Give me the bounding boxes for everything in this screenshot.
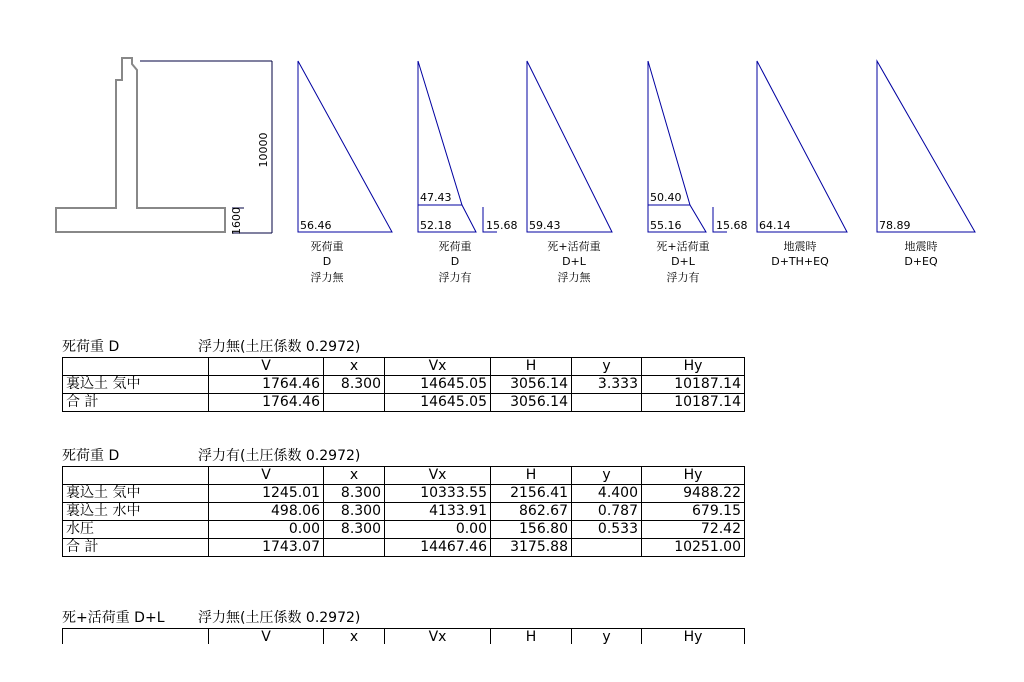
cell-hy: 10251.00 (642, 539, 745, 557)
plot-caption-line-3: 浮力有 (666, 271, 700, 284)
cell-vx: 4133.91 (385, 503, 491, 521)
section-title (62, 337, 745, 357)
cell-v: 498.06 (209, 503, 324, 521)
table-header-row (63, 358, 745, 376)
pressure-triangle (527, 61, 612, 232)
pressure-mid-label: 47.43 (420, 191, 452, 204)
pressure-triangle (298, 61, 392, 232)
plot-caption-line-1: 地震時 (904, 240, 938, 253)
column-header: y (572, 467, 642, 485)
plot-caption-line-3: 浮力無 (557, 271, 591, 284)
cell-y: 0.533 (572, 521, 642, 539)
cell-x: 8.300 (324, 503, 385, 521)
cell-v: 0.00 (209, 521, 324, 539)
column-header: H (491, 467, 572, 485)
cell-x: 8.300 (324, 376, 385, 394)
section-case: 死荷重 D (62, 339, 120, 355)
table-row (63, 376, 745, 394)
row-label: 裏込土 気中 (63, 485, 209, 503)
plot-caption-line-2: D (450, 255, 460, 268)
cell-hy: 679.15 (642, 503, 745, 521)
pressure-plot-4 (648, 61, 748, 284)
pressure-bottom-label: 55.16 (650, 219, 682, 232)
water-pressure-label: 15.68 (486, 219, 518, 232)
pressure-bottom-label: 56.46 (300, 219, 332, 232)
column-header: Vx (385, 467, 491, 485)
cell-v: 1743.07 (209, 539, 324, 557)
cell-vx: 14645.05 (385, 376, 491, 394)
column-header: Hy (642, 358, 745, 376)
cell-y (572, 539, 642, 557)
table-cutoff-wrapper (62, 628, 745, 644)
pressure-bottom-label: 64.14 (759, 219, 791, 232)
cell-y (572, 394, 642, 412)
cell-y: 3.333 (572, 376, 642, 394)
cell-hy: 10187.14 (642, 394, 745, 412)
plot-caption-line-2: D (322, 255, 332, 268)
row-label: 水圧 (63, 521, 209, 539)
cell-x (324, 394, 385, 412)
plot-caption-line-1: 地震時 (783, 240, 817, 253)
table-row (63, 503, 745, 521)
pressure-plot-5 (757, 61, 847, 268)
plot-caption-line-1: 死荷重 (438, 240, 472, 253)
table-row (63, 485, 745, 503)
cell-vx: 0.00 (385, 521, 491, 539)
water-pressure-label: 15.68 (716, 219, 748, 232)
plot-caption-line-1: 死+活荷重 (656, 240, 710, 253)
cell-hy: 72.42 (642, 521, 745, 539)
column-header: Hy (642, 629, 745, 645)
row-label: 裏込土 気中 (63, 376, 209, 394)
cell-v: 1764.46 (209, 376, 324, 394)
column-header: Vx (385, 629, 491, 645)
column-header: V (209, 358, 324, 376)
table-row (63, 521, 745, 539)
cell-vx: 14467.46 (385, 539, 491, 557)
cell-x (324, 539, 385, 557)
cell-v: 1764.46 (209, 394, 324, 412)
cell-vx: 14645.05 (385, 394, 491, 412)
section-case: 死荷重 D (62, 448, 120, 464)
load-table (62, 357, 745, 412)
load-table (62, 628, 745, 644)
plot-caption-line-3: 浮力無 (310, 271, 344, 284)
load-case-section-3 (62, 608, 745, 644)
cell-vx: 10333.55 (385, 485, 491, 503)
pressure-plot-2 (418, 61, 518, 284)
column-header: Hy (642, 467, 745, 485)
row-label: 合 計 (63, 539, 209, 557)
pressure-plot-1 (298, 61, 392, 284)
pressure-bottom-label: 59.43 (529, 219, 561, 232)
dim-height-label: 10000 (257, 132, 270, 168)
column-header: x (324, 467, 385, 485)
column-header: x (324, 358, 385, 376)
pressure-plot-6 (877, 61, 975, 268)
column-header: y (572, 358, 642, 376)
table-total-row (63, 539, 745, 557)
plot-caption-line-3: 浮力有 (438, 271, 472, 284)
pressure-triangle (648, 61, 706, 232)
section-condition: 浮力無(土圧係数 0.2972) (198, 610, 361, 626)
load-table (62, 466, 745, 557)
header-blank-cell (63, 629, 209, 645)
plot-caption-line-2: D+L (671, 255, 695, 268)
header-blank-cell (63, 467, 209, 485)
section-condition: 浮力有(土圧係数 0.2972) (198, 448, 361, 464)
pressure-mid-label: 50.40 (650, 191, 682, 204)
load-case-section-2 (62, 446, 745, 557)
column-header: V (209, 467, 324, 485)
row-label: 合 計 (63, 394, 209, 412)
pressure-bottom-label: 78.89 (879, 219, 911, 232)
cell-x: 8.300 (324, 521, 385, 539)
section-title (62, 608, 745, 628)
pressure-triangle (418, 61, 476, 232)
pressure-bottom-label: 52.18 (420, 219, 452, 232)
plot-caption-line-2: D+TH+EQ (771, 255, 829, 268)
pressure-plot-3 (527, 61, 612, 284)
column-header: x (324, 629, 385, 645)
cell-v: 1245.01 (209, 485, 324, 503)
cell-hy: 9488.22 (642, 485, 745, 503)
column-header: H (491, 358, 572, 376)
cell-y: 4.400 (572, 485, 642, 503)
load-case-section-1 (62, 337, 745, 412)
column-header: Vx (385, 358, 491, 376)
cell-h: 862.67 (491, 503, 572, 521)
table-header-row (63, 629, 745, 645)
column-header: V (209, 629, 324, 645)
cell-hy: 10187.14 (642, 376, 745, 394)
cell-h: 3175.88 (491, 539, 572, 557)
cell-x: 8.300 (324, 485, 385, 503)
header-blank-cell (63, 358, 209, 376)
wall-section-outline (56, 58, 225, 232)
cell-h: 3056.14 (491, 376, 572, 394)
table-total-row (63, 394, 745, 412)
section-condition: 浮力無(土圧係数 0.2972) (198, 339, 361, 355)
cell-h: 2156.41 (491, 485, 572, 503)
cell-y: 0.787 (572, 503, 642, 521)
section-title (62, 446, 745, 466)
pressure-triangle (877, 61, 975, 232)
column-header: y (572, 629, 642, 645)
table-header-row (63, 467, 745, 485)
dim-base-label: 1600 (230, 207, 243, 235)
plot-caption-line-1: 死+活荷重 (547, 240, 601, 253)
pressure-diagram (0, 0, 1024, 300)
cell-h: 156.80 (491, 521, 572, 539)
column-header: H (491, 629, 572, 645)
plot-caption-line-2: D+EQ (904, 255, 938, 268)
section-case: 死+活荷重 D+L (62, 610, 165, 626)
plot-caption-line-2: D+L (562, 255, 586, 268)
pressure-triangle (757, 61, 847, 232)
cell-h: 3056.14 (491, 394, 572, 412)
plot-caption-line-1: 死荷重 (310, 240, 344, 253)
row-label: 裏込土 水中 (63, 503, 209, 521)
